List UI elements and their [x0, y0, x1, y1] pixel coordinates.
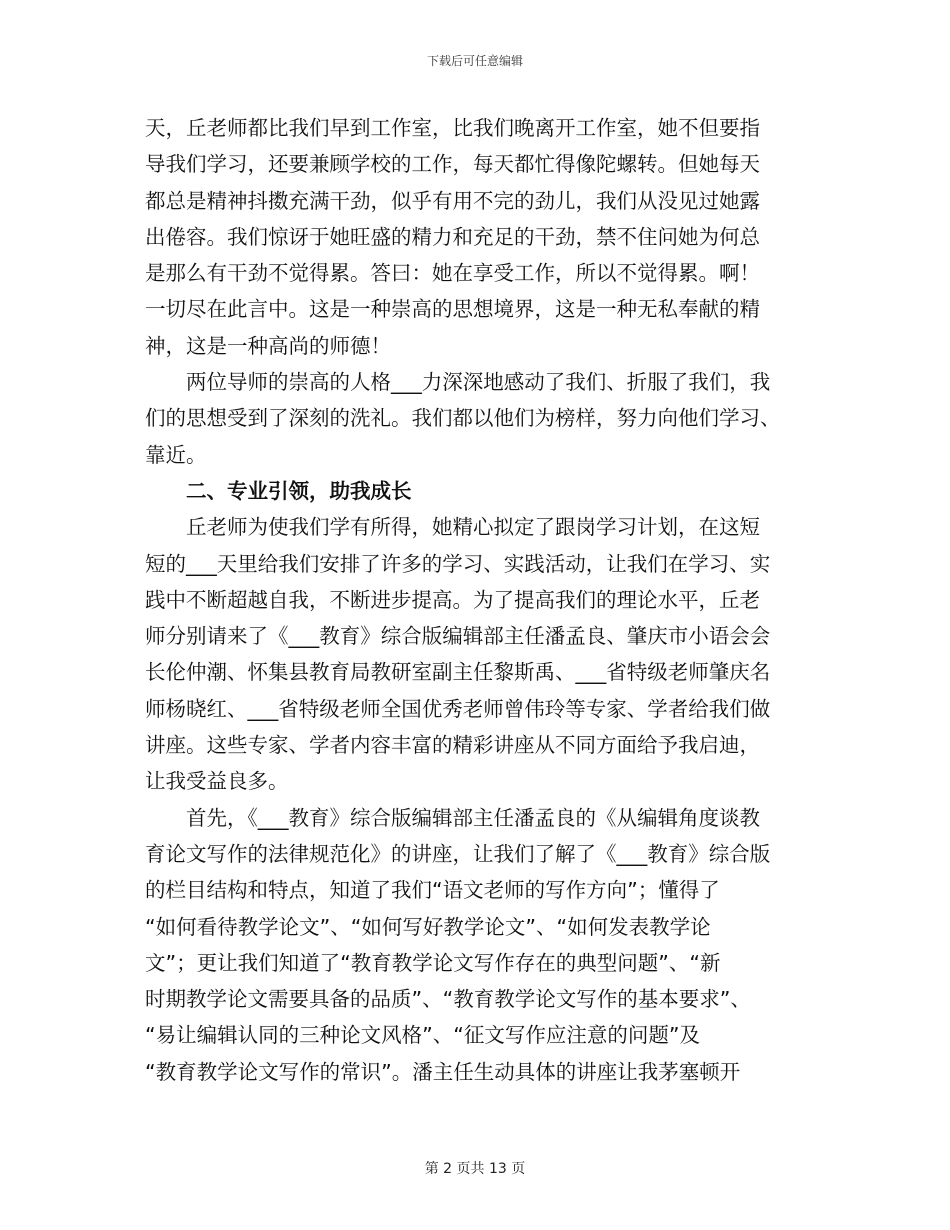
text-line: 讲座。这些专家、学者内容丰富的精彩讲座从不同方面给予我启迪， [145, 733, 760, 758]
page-footer: 第 2 页共 13 页 [424, 1161, 526, 1177]
text-line: 们的思想受到了深刻的洗礼。我们都以他们为榜样，努力向他们学习、 [145, 406, 781, 431]
text-line: “易让编辑认同的三种论文风格”、“征文写作应注意的问题”及 [145, 1023, 700, 1048]
text-line: 文”；更让我们知道了“教育教学论文写作存在的典型问题”、“新 [145, 950, 721, 975]
text-line: 的栏目结构和特点，知道了我们“语文老师的写作方向”；懂得了 [145, 878, 720, 903]
text-line: 让我受益良多。 [145, 769, 289, 794]
text-line: 短的___天里给我们安排了许多的学习、实践活动，让我们在学习、实 [145, 551, 771, 576]
text-line: 时期教学论文需要具备的品质”、“教育教学论文写作的基本要求”、 [145, 987, 751, 1012]
text-line: 首先，《___教育》综合版编辑部主任潘孟良的《从编辑角度谈教 [186, 805, 760, 830]
text-line: 神，这是一种高尚的师德！ [145, 333, 391, 358]
text-line: “如何看待教学论文”、“如何写好教学论文”、“如何发表教学论 [145, 914, 711, 939]
text-line: 践中不断超越自我，不断进步提高。为了提高我们的理论水平，丘老 [145, 587, 760, 612]
document-body [145, 110, 810, 1090]
section-heading: 二、专业引领，助我成长 [186, 478, 412, 503]
text-line: 是那么有干劲不觉得累。答曰：她在享受工作，所以不觉得累。啊！ [145, 261, 760, 286]
text-line: 一切尽在此言中。这是一种崇高的思想境界，这是一种无私奉献的精 [145, 297, 760, 322]
page-header: 下载后可任意编辑 [426, 54, 523, 68]
text-line: 师杨晓红、___省特级老师全国优秀老师曾伟玲等专家、学者给我们做 [145, 696, 771, 721]
text-line: 都总是精神抖擞充满干劲，似乎有用不完的劲儿，我们从没见过她露 [145, 188, 760, 213]
text-line: 育论文写作的法律规范化》的讲座，让我们了解了《___教育》综合版 [145, 841, 771, 866]
text-line: 两位导师的崇高的人格___力深深地感动了我们、折服了我们，我 [186, 370, 771, 395]
text-line: 出倦容。我们惊讶于她旺盛的精力和充足的干劲，禁不住问她为何总 [145, 224, 760, 249]
text-line: 靠近。 [145, 442, 207, 467]
text-line: 长伦仲潮、怀集县教育局教研室副主任黎斯禹、___省特级老师肇庆名 [145, 660, 771, 685]
text-line: 天，丘老师都比我们早到工作室，比我们晚离开工作室，她不但要指 [145, 116, 760, 140]
text-line: “教育教学论文写作的常识”。潘主任生动具体的讲座让我茅塞顿开 [145, 1059, 741, 1084]
text-line: 师分别请来了《___教育》综合版编辑部主任潘孟良、肇庆市小语会会 [145, 624, 771, 649]
text-line: 导我们学习，还要兼顾学校的工作，每天都忙得像陀螺转。但她每天 [145, 152, 760, 177]
text-line: 丘老师为使我们学有所得，她精心拟定了跟岗学习计划，在这短 [186, 515, 760, 540]
